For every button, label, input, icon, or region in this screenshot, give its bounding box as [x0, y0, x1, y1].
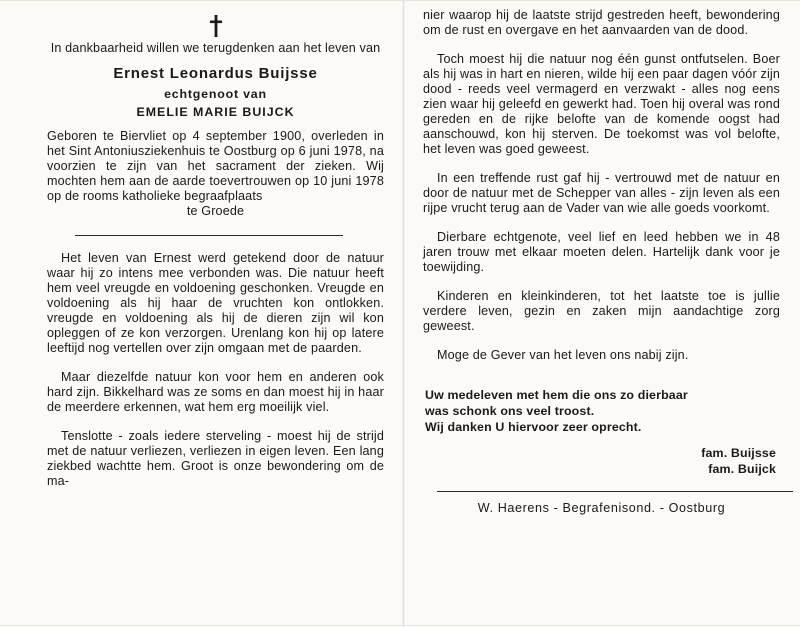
printer-credit: W. Haerens - Begrafenisond. - Oostburg [477, 501, 726, 515]
cross-icon [47, 15, 384, 41]
paragraph: Moge de Gever van het leven ons nabij zijn. [437, 348, 689, 362]
spouse-name: EMELIE MARIE BUIJCK [136, 105, 295, 119]
closing-line: Wij danken U hiervoor zeer oprecht. [425, 420, 642, 434]
biography-end: te Groede [186, 204, 245, 218]
right-page [404, 1, 800, 627]
signoff: fam. Buijck [708, 462, 776, 476]
paragraph: nier waarop hij de laatste strijd gestreden heeft, bewondering om de rust en overgave en het aanvaarden van de dood. [423, 8, 780, 37]
divider [437, 491, 793, 492]
divider [75, 235, 343, 236]
deceased-name: Ernest Leonardus Buijsse [113, 65, 318, 82]
intro-text: In dankbaarheid willen we terugdenken aan het leven van [50, 41, 381, 55]
paragraph: Maar diezelfde natuur kon voor hem en anderen ook hard zijn. Bikkelhard was ze soms en dan moest hij in haar de meerdere erkennen, wat hem erg moeilijk viel. [47, 370, 384, 414]
paragraph: Toch moest hij die natuur nog één gunst ontfutselen. Boer als hij was in hart en nieren, wilde hij een paar dagen vóór zijn dood - reeds veel vermagerd en verzwakt - alles nog eens zien waar hij geleefd en gewerkt had. Toen hij overal was rond gereden en de rijke belofte van de komende oogst had aanschouwd, kon hij sterven. De toekomst was vol belofte, het leven was goed geweest. [423, 52, 780, 156]
left-page [0, 1, 403, 627]
closing-message [423, 387, 780, 435]
paragraph: Tenslotte - zoals iedere sterveling - moest hij de strijd met de natuur verliezen, verliezen in eigen leven. Een lang ziekbed wachtte hem. Groot is onze bewondering om de ma- [47, 429, 384, 488]
paragraph: Dierbare echtgenote, veel lief en leed hebben we in 48 jaren trouw met elkaar moeten delen. Hartelijk dank voor je toewijding. [423, 230, 780, 274]
paragraph: In een treffende rust gaf hij - vertrouwd met de natuur en door de natuur met de Schepper van alles - zijn leven als een rijpe vrucht terug aan de Vader van wie alle goeds voorkomt. [423, 171, 780, 215]
closing-line: was schonk ons veel troost. [425, 404, 595, 418]
closing-line: Uw medeleven met hem die ons zo dierbaar [425, 388, 688, 402]
spouse-label: echtgenoot van [164, 87, 267, 101]
family-signoffs [423, 445, 780, 477]
paragraph: Het leven van Ernest werd getekend door de natuur waar hij zo intens mee verbonden was. Die natuur heeft hem veel vreugde en voldoening geschonken. Vreugde en voldoening als hij haar de vruchten kon ontlokken. vreugde en voldoening als hij de dieren zijn wil kon opleggen of ze kon verzorgen. Urenlang kon hij op latere leeftijd nog vertellen over zijn omgaan met de paarden. [47, 251, 384, 355]
biography: Geboren te Biervliet op 4 september 1900, overleden in het Sint Antoniusziekenhuis te Oostburg op 6 juni 1978, na voorzien te zijn van het sacrament der zieken. Wij mochten hem aan de aarde toevertrouwen op 10 juni 1978 op de rooms katholieke begraafplaats [47, 129, 384, 203]
paragraph: Kinderen en kleinkinderen, tot het laatste toe is jullie verdere leven, gezin en zaken mijn aandachtige zorg geweest. [423, 289, 780, 333]
signoff: fam. Buijsse [701, 446, 776, 460]
